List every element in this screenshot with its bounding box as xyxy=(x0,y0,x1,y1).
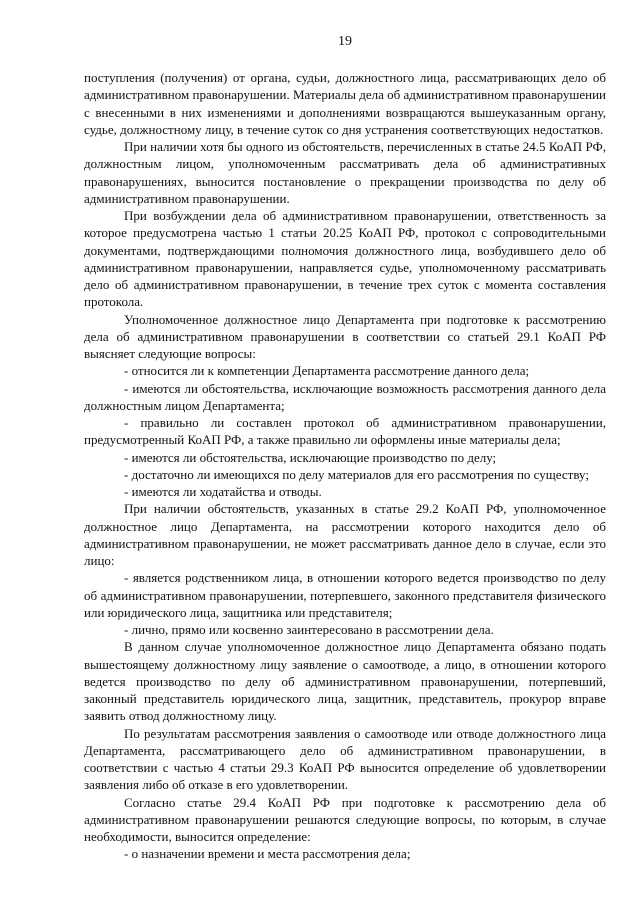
paragraph: - относится ли к компетенции Департамента рассмотрение данного дела; xyxy=(124,363,530,379)
document-body xyxy=(84,69,606,863)
paragraph: - о назначении времени и места рассмотрения дела; xyxy=(124,846,411,862)
paragraph: Уполномоченное должностное лицо Департамента при подготовке к рассмотрению дела об административном правонарушении в соответствии со статьей 29.1 КоАП РФ выясняет следующие вопросы: xyxy=(84,311,606,361)
paragraph: - является родственником лица, в отношении которого ведется производство по делу об административном правонарушении, потерпевшего, законного представителя физического или юридического лица, защитника или представителя; xyxy=(84,570,606,620)
paragraph: При наличии хотя бы одного из обстоятельств, перечисленных в статье 24.5 КоАП РФ, должностным лицом, уполномоченным рассматривать дела об административных правонарушениях, выносится постановление о прекращении производства по делу об административном правонарушении. xyxy=(84,139,606,206)
paragraph: - правильно ли составлен протокол об административном правонарушении, предусмотренный КоАП РФ, а также правильно ли оформлены иные материалы дела; xyxy=(84,415,606,448)
paragraph: При возбуждении дела об административном правонарушении, ответственность за которое предусмотрена частью 1 статьи 20.25 КоАП РФ, протокол с сопроводительными документами, подтверждающими полномочия должностного лица, возбудившего дело об административном правонарушении, направляется судье, уполномоченному рассматривать дело об административном правонарушении, в течение трех суток с момента составления протокола. xyxy=(84,208,606,310)
paragraph: - имеются ли ходатайства и отводы. xyxy=(124,484,322,499)
paragraph: - достаточно ли имеющихся по делу материалов для его рассмотрения по существу; xyxy=(124,466,589,482)
paragraph: поступления (получения) от органа, судьи, должностного лица, рассматривающих дело об административном правонарушении. Материалы дела об административном правонарушении с внесенными в них изменениями и дополнениями возвращаются вышеуказанным органу, судье, должностному лицу, в течение суток со дня устранения соответствующих недостатков. xyxy=(84,70,606,137)
paragraph: - лично, прямо или косвенно заинтересовано в рассмотрении дела. xyxy=(124,622,494,637)
page-number: 19 xyxy=(338,34,352,49)
paragraph: В данном случае уполномоченное должностное лицо Департамента обязано подать вышестоящему должностному лицу заявление о самоотводе, а лицо, в отношении которого ведется производство по делу об административном правонарушении, потерпевший, законный представитель юридического лица, защитник, представитель, прокурор вправе заявить отвод должностному лицу. xyxy=(84,639,606,724)
paragraph: При наличии обстоятельств, указанных в статье 29.2 КоАП РФ, уполномоченное должностное лицо Департамента, на рассмотрении которого находится дело об административном правонарушении, не может рассматривать данное дело в случае, если это лицо: xyxy=(84,501,606,568)
paragraph: - имеются ли обстоятельства, исключающие производство по делу; xyxy=(124,449,497,465)
paragraph: По результатам рассмотрения заявления о самоотводе или отводе должностного лица Департамента, рассматривающего дело об административном правонарушении, в соответствии с частью 4 статьи 29.3 КоАП РФ выносится определение об удовлетворении заявления либо об отказе в его удовлетворении. xyxy=(84,725,606,793)
paragraph: - имеются ли обстоятельства, исключающие возможность рассмотрения данного дела должностным лицом Департамента; xyxy=(84,380,606,413)
paragraph: Согласно статье 29.4 КоАП РФ при подготовке к рассмотрению дела об административном правонарушении решаются следующие вопросы, по которым, в случае необходимости, выносится определение: xyxy=(84,794,606,844)
